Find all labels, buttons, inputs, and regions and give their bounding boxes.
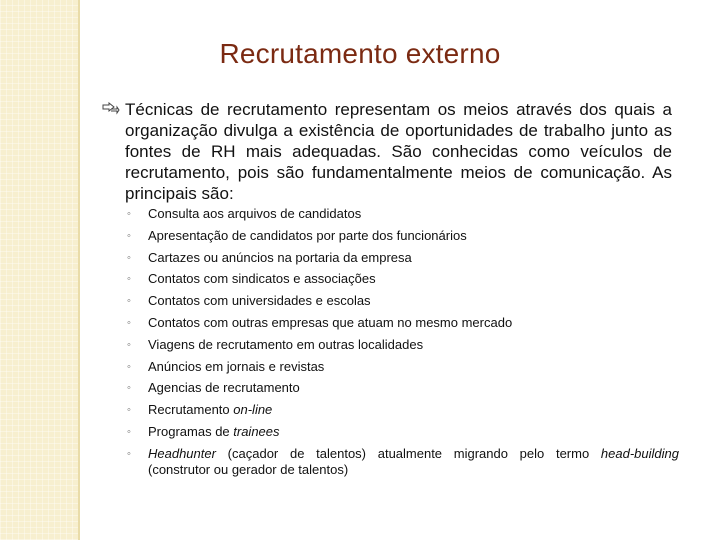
bullet-marker: ◦ bbox=[127, 273, 131, 286]
main-bullet bbox=[102, 99, 672, 204]
side-band-edge bbox=[78, 0, 80, 540]
list-item-text: Viagens de recrutamento em outras localidades bbox=[148, 336, 424, 352]
list-item bbox=[127, 359, 679, 375]
list-item-text: Contatos com outras empresas que atuam no mesmo mercado bbox=[148, 314, 513, 330]
list-item-text: Consulta aos arquivos de candidatos bbox=[148, 206, 362, 221]
main-bullet-text: Técnicas de recrutamento representam os meios através dos quais a organização divulga a existência de oportunidades de trabalho junto as fontes de RH mais adequadas. São conhecidas como veículos de recrutamento, pois são fundamentalmente meios de comunicação. As principais são: bbox=[125, 100, 672, 203]
bullet-marker: ◦ bbox=[127, 447, 131, 460]
sub-bullet-list bbox=[127, 206, 679, 484]
bullet-marker: ◦ bbox=[127, 229, 131, 242]
list-item bbox=[127, 402, 679, 418]
list-item-text: Programas de bbox=[148, 423, 234, 439]
list-item bbox=[127, 315, 679, 331]
reversed-arrow-bullet-icon bbox=[102, 102, 120, 116]
list-item bbox=[127, 250, 679, 266]
bullet-marker: ◦ bbox=[127, 251, 131, 264]
list-item-text: Agencias de recrutamento bbox=[148, 380, 300, 396]
list-item bbox=[127, 446, 679, 478]
list-item bbox=[127, 424, 679, 440]
list-item-text: (caçador de talentos) atualmente migrando pelo termo bbox=[215, 445, 601, 461]
bullet-marker: ◦ bbox=[127, 404, 131, 417]
decorative-side-band bbox=[0, 0, 80, 540]
slide-title: Recrutamento externo bbox=[219, 38, 501, 69]
list-item-text: Anúncios em jornais e revistas bbox=[148, 358, 325, 374]
list-item bbox=[127, 337, 679, 353]
list-item-text: Contatos com sindicatos e associações bbox=[148, 271, 376, 287]
list-item-text: Recrutamento bbox=[148, 402, 234, 418]
bullet-marker: ◦ bbox=[127, 338, 131, 351]
list-item-italic-text: head-building bbox=[600, 445, 679, 461]
bullet-marker: ◦ bbox=[127, 295, 131, 308]
bullet-marker: ◦ bbox=[127, 382, 131, 395]
list-item-italic-text: on-line bbox=[233, 402, 273, 418]
bullet-marker: ◦ bbox=[127, 208, 131, 220]
list-item-tail-text: (construtor ou gerador de talentos) bbox=[148, 461, 349, 477]
list-item-italic-lead: Headhunter bbox=[148, 445, 216, 461]
list-item bbox=[127, 228, 679, 244]
list-item-italic-text: trainees bbox=[233, 423, 280, 439]
list-item bbox=[127, 271, 679, 287]
list-item bbox=[127, 293, 679, 309]
bullet-marker: ◦ bbox=[127, 425, 131, 438]
bullet-marker: ◦ bbox=[127, 316, 131, 329]
list-item bbox=[127, 380, 679, 396]
list-item-text: Cartazes ou anúncios na portaria da empresa bbox=[148, 249, 412, 265]
bullet-marker: ◦ bbox=[127, 360, 131, 373]
list-item-text: Contatos com universidades e escolas bbox=[148, 293, 371, 309]
list-item-text: Apresentação de candidatos por parte dos funcionários bbox=[148, 227, 467, 243]
list-item bbox=[127, 206, 679, 222]
